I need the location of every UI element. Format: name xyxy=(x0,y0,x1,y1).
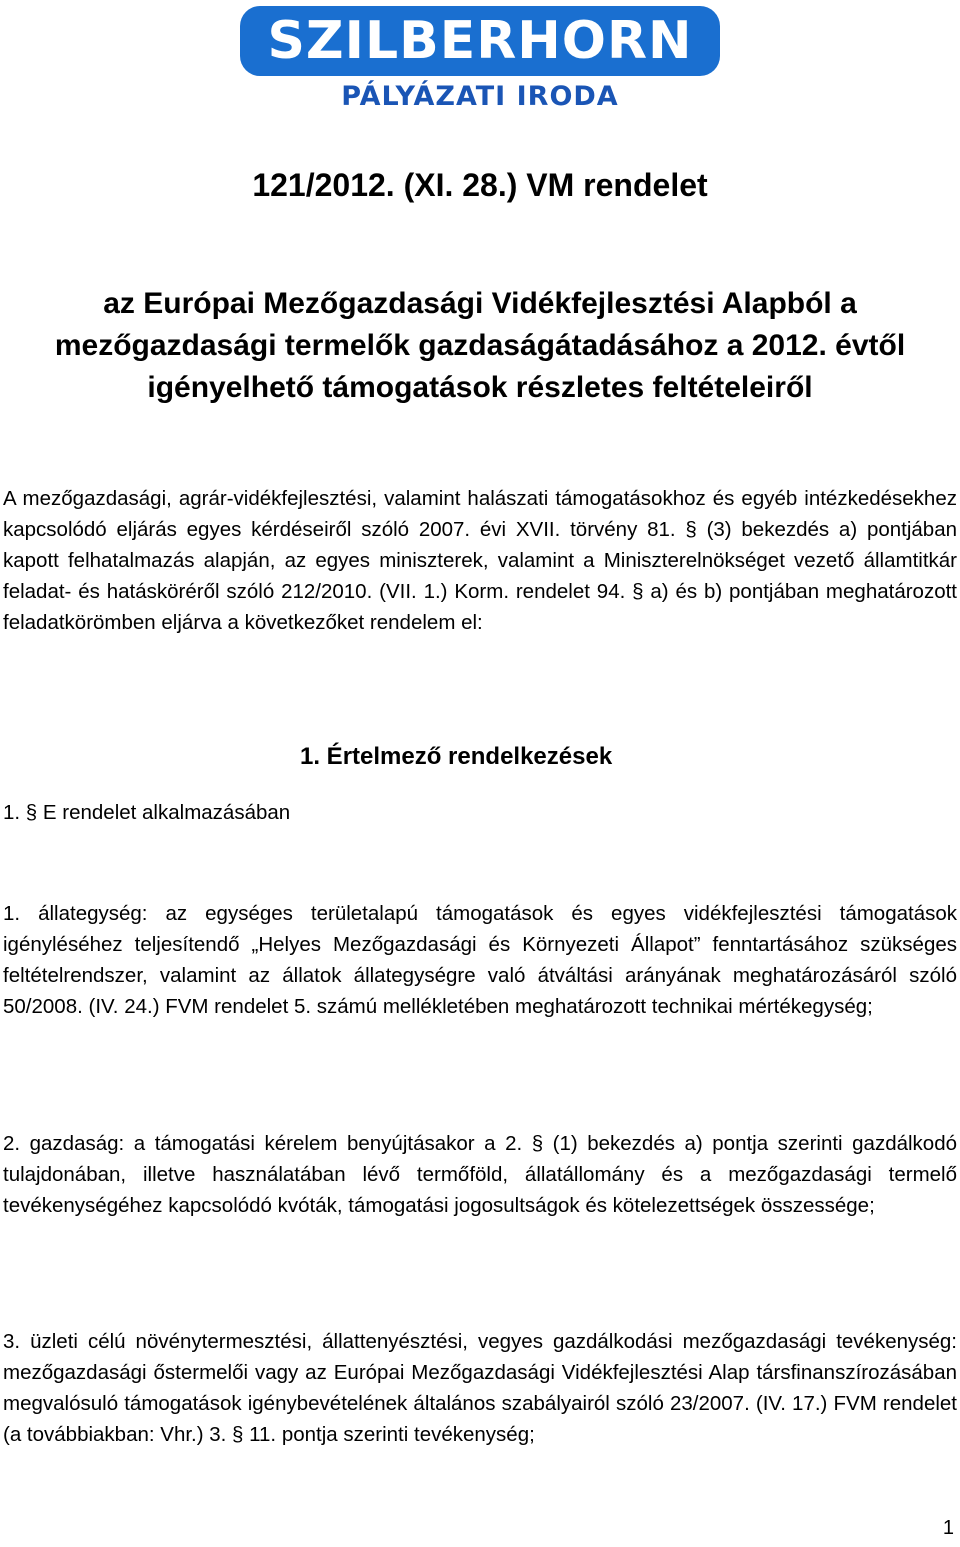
document-subtitle: az Európai Mezőgazdasági Vidékfejlesztési Alapból a mezőgazdasági termelők gazdaságátadásához a 2012. évtől igényelhető támogatások részletes feltételeiről xyxy=(54,287,906,404)
definition-item: 2. gazdaság: a támogatási kérelem benyújtásakor a 2. § (1) bekezdés a) pontja szerinti gazdálkodó tulajdonában, illetve használatában lévő termőföld, állatállomány és a mezőgazdasági termelő tevékenységéhez kapcsolódó kvóták, támogatási jogosultságok és kötelezettségek összessége; xyxy=(3,1132,957,1217)
logo-subtitle: PÁLYÁZATI IRODA xyxy=(341,81,619,112)
paragraph-heading: 1. § E rendelet alkalmazásában xyxy=(3,801,291,824)
document-title: 121/2012. (XI. 28.) VM rendelet xyxy=(252,167,708,203)
logo xyxy=(240,6,720,112)
preamble-paragraph: A mezőgazdasági, agrár-vidékfejlesztési, valamint halászati támogatásokhoz és egyéb intézkedésekhez kapcsolódó eljárás egyes kérdéseiről szóló 2007. évi XVII. törvény 81. § (3) bekezdés a) pontjában kapott felhatalmazás alapján, az egyes miniszterek, valamint a Miniszterelnökséget vezető államtitkár feladat- és hatásköréről szóló 212/2010. (VII. 1.) Korm. rendelet 94. § a) és b) pontjában meghatározott feladatkörömben eljárva a következőket rendelem el: xyxy=(3,487,957,634)
page-number: 1 xyxy=(942,1517,954,1539)
definition-item: 1. állategység: az egységes területalapú támogatások és egyes vidékfejlesztési támogatások igényléséhez teljesítendő „Helyes Mezőgazdasági és Környezeti Állapot” fenntartásához szükséges feltételrendszer, valamint az állatok állategységre való átváltási arányának meghatározásáról szóló 50/2008. (IV. 24.) FVM rendelet 5. számú mellékletében meghatározott technikai mértékegység; xyxy=(3,902,957,1018)
logo-wordmark: SZILBERHORN xyxy=(240,6,720,76)
section-heading: 1. Értelmező rendelkezések xyxy=(300,743,613,770)
definition-item: 3. üzleti célú növénytermesztési, állattenyésztési, vegyes gazdálkodási mezőgazdasági tevékenység: mezőgazdasági őstermelői vagy az Európai Mezőgazdasági Vidékfejlesztési Alap társfinanszírozásában megvalósuló támogatások igénybevételének általános szabályairól szóló 23/2007. (IV. 17.) FVM rendelet (a továbbiakban: Vhr.) 3. § 11. pontja szerinti tevékenység; xyxy=(3,1330,957,1446)
